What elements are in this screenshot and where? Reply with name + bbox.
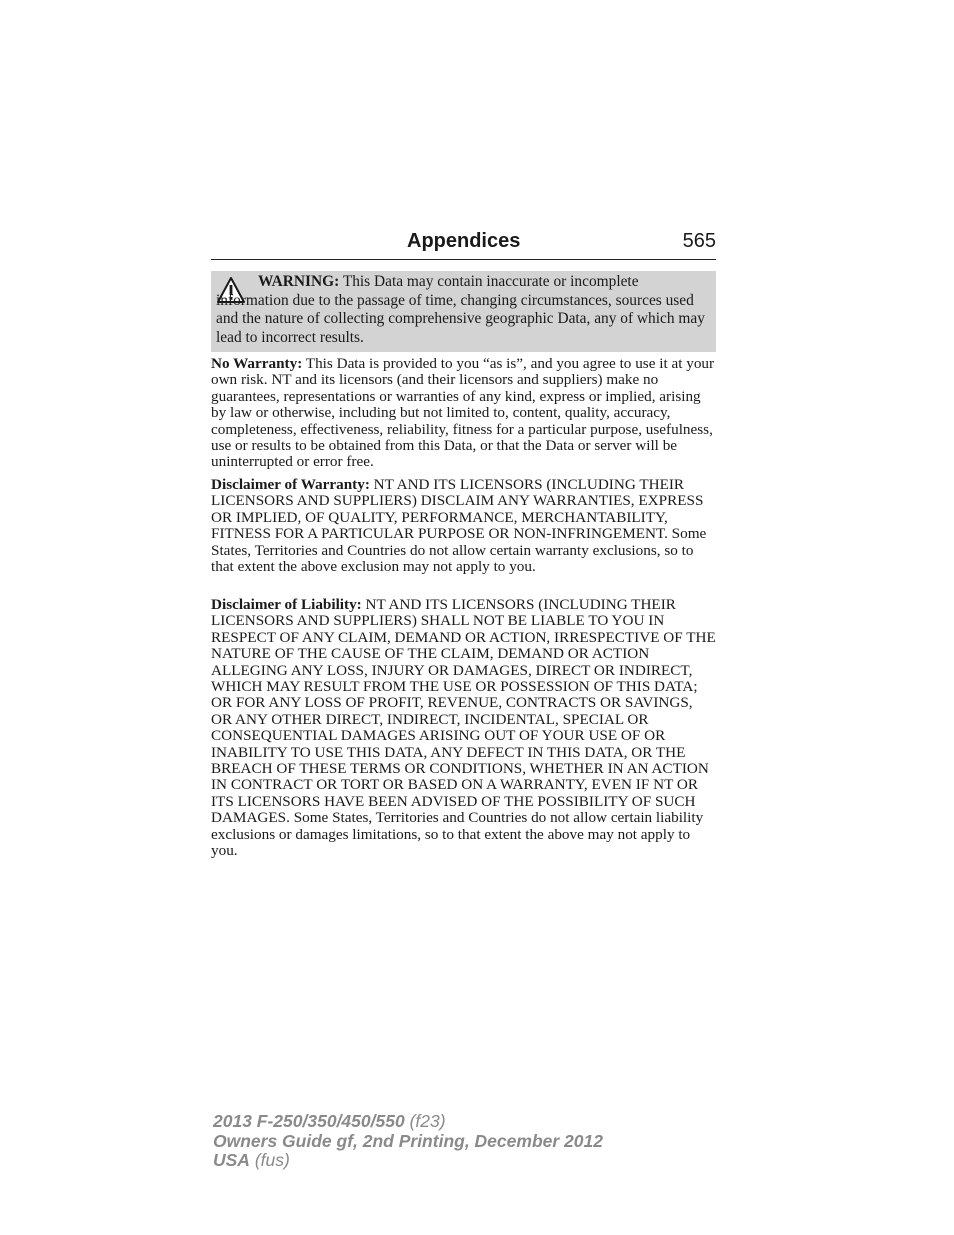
paragraph-label: Disclaimer of Warranty: [211, 476, 370, 493]
disclaimer-of-warranty-paragraph [211, 477, 717, 575]
section-title: Appendices [407, 230, 521, 252]
paragraph-text: NT AND ITS LICENSORS (INCLUDING THEIR LICENSORS AND SUPPLIERS) SHALL NOT BE LIABLE TO YOU IN RESPECT OF ANY CLAIM, DEMAND OR ACTION, IRRESPECTIVE OF THE NATURE OF THE CAUSE OF THE CLAIM, DEMAND OR ACTION ALLEGING ANY LOSS, INJURY OR DAMAGES, DIRECT OR INDIRECT, WHICH MAY RESULT FROM THE USE OR POSSESSION OF THIS DATA; OR FOR ANY LOSS OF PROFIT, REVENUE, CONTRACTS OR SAVINGS, OR ANY OTHER DIRECT, INDIRECT, INCIDENTAL, SPECIAL OR CONSEQUENTIAL DAMAGES ARISING OUT OF YOUR USE OF OR INABILITY TO USE THIS DATA, ANY DEFECT IN THIS DATA, OR THE BREACH OF THESE TERMS OR CONDITIONS, WHETHER IN AN ACTION IN CONTRACT OR TORT OR BASED ON A WARRANTY, EVEN IF NT OR ITS LICENSORS HAVE BEEN ADVISED OF THE POSSIBILITY OF SUCH DAMAGES. Some States, Territories and Countries do not allow certain liability exclusions or damages limitations, so to that extent the above may not apply to you. [211, 596, 716, 860]
footer-line-1 [213, 1112, 603, 1132]
footer-market-code: (fus) [254, 1150, 290, 1170]
page-header [211, 228, 716, 260]
warning-label: WARNING: [258, 273, 340, 290]
footer-line-3 [213, 1151, 603, 1171]
page-number: 565 [682, 230, 716, 252]
warning-box [211, 271, 716, 352]
footer-line-2: Owners Guide gf, 2nd Printing, December 2012 [213, 1130, 603, 1151]
footer-model: 2013 F-250/350/450/550 [213, 1111, 405, 1131]
footer [213, 1112, 603, 1171]
footer-market: USA [213, 1150, 250, 1170]
warning-body: This Data may contain inaccurate or incomplete information due to the passage of time, changing circumstances, sources used and the nature of collecting comprehensive geographic Data, any of which may lead to incorrect results. [216, 273, 705, 346]
paragraph-text: This Data is provided to you “as is”, and you agree to use it at your own risk. NT and its licensors (and their licensors and suppliers) make no guarantees, representations or warranties of any kind, express or implied, arising by law or otherwise, including but not limited to, content, quality, accuracy, completeness, effectiveness, reliability, fitness for a particular purpose, usefulness, use or results to be obtained from this Data, or that the Data or server will be uninterrupted or error free. [211, 355, 715, 471]
paragraph-label: No Warranty: [211, 355, 303, 372]
paragraph-text: NT AND ITS LICENSORS (INCLUDING THEIR LICENSORS AND SUPPLIERS) DISCLAIM ANY WARRANTIES, EXPRESS OR IMPLIED, OF QUALITY, PERFORMANCE, MERCHANTABILITY, FITNESS FOR A PARTICULAR PURPOSE OR NON-INFRINGEMENT. Some States, Territories and Countries do not allow certain warranty exclusions, so to that extent the above exclusion may not apply to you. [211, 476, 707, 576]
paragraph-label: Disclaimer of Liability: [211, 596, 362, 613]
no-warranty-paragraph [211, 356, 717, 471]
footer-model-code: (f23) [409, 1111, 446, 1131]
warning-text [216, 273, 708, 347]
disclaimer-of-liability-paragraph [211, 597, 717, 860]
